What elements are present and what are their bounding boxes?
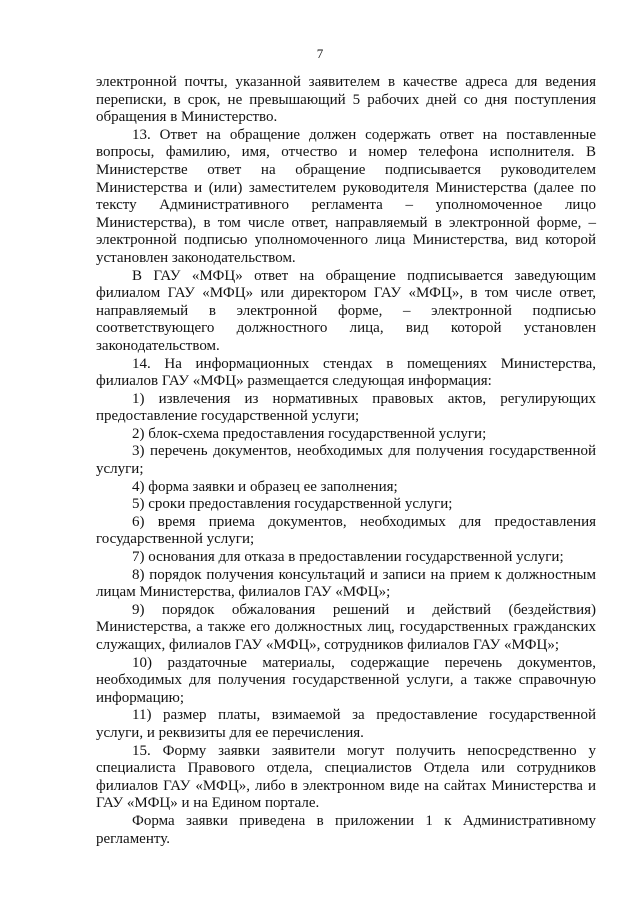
page-number: 7: [316, 46, 324, 61]
list-item-1: 1) извлечения из нормативных правовых актов, регулирующих предоставление государственной услуги;: [96, 390, 596, 425]
document-body: [96, 74, 596, 848]
list-item-5: 5) сроки предоставления государственной услуги;: [132, 496, 453, 513]
list-item-8: 8) порядок получения консультаций и записи на прием к должностным лицам Министерства, филиалов ГАУ «МФЦ»;: [96, 566, 596, 601]
paragraph-14: 14. На информационных стендах в помещениях Министерства, филиалов ГАУ «МФЦ» размещается следующая информация:: [96, 355, 596, 390]
paragraph-mfc-answer: В ГАУ «МФЦ» ответ на обращение подписывается заведующим филиалом ГАУ «МФЦ» или директором ГАУ «МФЦ», в том числе ответ, направляемый в электронной форме, – электронной подписью соответствующего должностного лица, вид которой установлен законодательством.: [96, 267, 596, 354]
paragraph-15: 15. Форму заявки заявители могут получить непосредственно у специалиста Правового отдела, специалистов Отдела или сотрудников филиалов ГАУ «МФЦ», либо в электронном виде на сайтах Министерства и ГАУ «МФЦ» и на Едином портале.: [96, 742, 596, 812]
list-item-2: 2) блок-схема предоставления государственной услуги;: [132, 425, 487, 442]
list-item-3: 3) перечень документов, необходимых для получения государственной услуги;: [96, 443, 596, 478]
paragraph-13: 13. Ответ на обращение должен содержать ответ на поставленные вопросы, фамилию, имя, отчество и номер телефона исполнителя. В Министерстве ответ на обращение подписывается руководителем Министерства и (или) заместителем руководителя Министерства (далее по тексту Административного регламента – уполномоченное лицо Министерства), в том числе ответ, направляемый в электронной форме, – электронной подписью уполномоченного лица Министерства, вид которой установлен законодательством.: [96, 126, 596, 266]
list-item-11: 11) размер платы, взимаемой за предоставление государственной услуги, и реквизиты для ее перечисления.: [96, 707, 596, 741]
paragraph-form-appendix: Форма заявки приведена в приложении 1 к Административному регламенту.: [96, 812, 596, 847]
list-item-6: 6) время приема документов, необходимых для предоставления государственной услуги;: [96, 513, 596, 548]
list-item-4: 4) форма заявки и образец ее заполнения;: [132, 478, 398, 495]
list-item-9: 9) порядок обжалования решений и действий (бездействия) Министерства, а также его должностных лиц, государственных гражданских служащих, филиалов ГАУ «МФЦ», сотрудников филиалов ГАУ «МФЦ»;: [96, 601, 596, 653]
list-item-10: 10) раздаточные материалы, содержащие перечень документов, необходимых для получения государственной услуги, а также справочную информацию;: [96, 654, 596, 706]
list-item-7: 7) основания для отказа в предоставлении государственной услуги;: [132, 549, 564, 566]
paragraph-continuation: электронной почты, указанной заявителем в качестве адреса для ведения переписки, в срок, не превышающий 5 рабочих дней со дня поступления обращения в Министерство.: [96, 74, 596, 126]
